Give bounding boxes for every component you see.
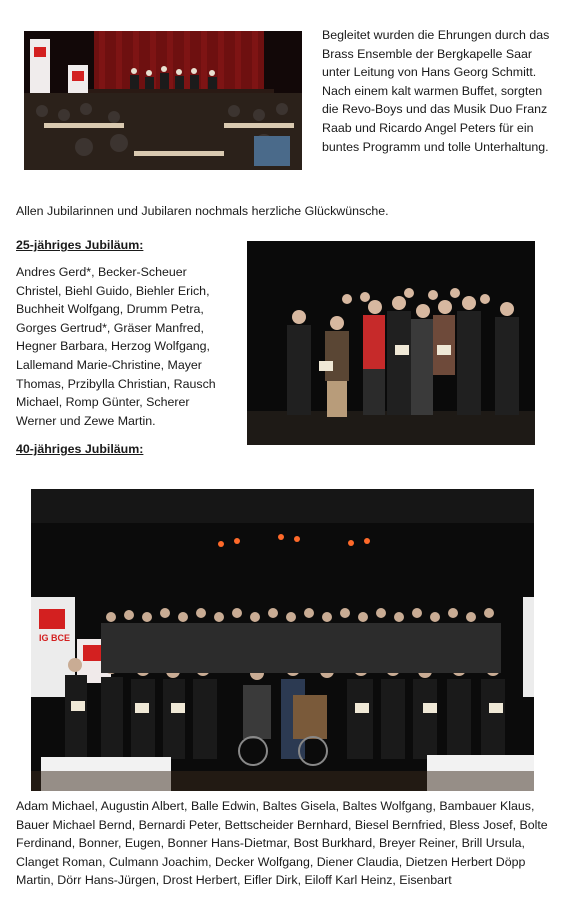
group-photo-40-years — [31, 489, 534, 791]
concert-photo — [24, 31, 302, 170]
names-25-years: Andres Gerd*, Becker-Scheuer Christel, Biehl Guido, Biehler Erich, Buchheit Wolfgang, Drumm Petra, Gorges Gertrud*, Gräser Manfred, Hegner Barbara, Herzog Wolfgang, Lallemand Marie-Christine, Mayer Thomas, Przibylla Christian, Rausch Michael, Romp Günter, Scherer Werner und Zewe Martin. — [16, 265, 216, 428]
names-40-years: Adam Michael, Augustin Albert, Balle Edwin, Baltes Gisela, Baltes Wolfgang, Bambauer Klaus, Bauer Michael Bernd, Bernardi Peter, Bettscheider Bernhard, Biesel Bernfried, Bless Josef, Bolte Ferdinand, Bonner, Eugen, Bonner Hans-Dietmar, Bost Burkhard, Breyer Reiner, Brill Ursula, Clanget Roman, Culmann Joachim, Decker Wolfgang, Diener Claudia, Dietzen Herbert Döpp Martin, Dörr Hans-Jürgen, Drost Herbert, Eifler Dirk, Eiloff Karl Heinz, Eisenbart — [16, 799, 548, 888]
group-photo-25-years — [247, 241, 535, 445]
heading-25-years: 25-jähriges Jubiläum: — [16, 238, 144, 252]
intro-paragraph: Begleitet wurden die Ehrungen durch das Brass Ensemble der Bergkapelle Saar unter Leitung von Hans Georg Schmitt. Nach einem kalt warmen Buffet, sorgten die Revo-Boys und das Musik Duo Franz Raab und Ricardo Angel Peters für ein buntes Programm und tolle Unterhaltung. — [322, 28, 550, 154]
heading-40-years: 40-jähriges Jubiläum: — [16, 442, 144, 456]
congratulations-text: Allen Jubilarinnen und Jubilaren nochmals herzliche Glückwünsche. — [16, 204, 389, 218]
igbce-logo: IG BCE — [39, 633, 71, 643]
